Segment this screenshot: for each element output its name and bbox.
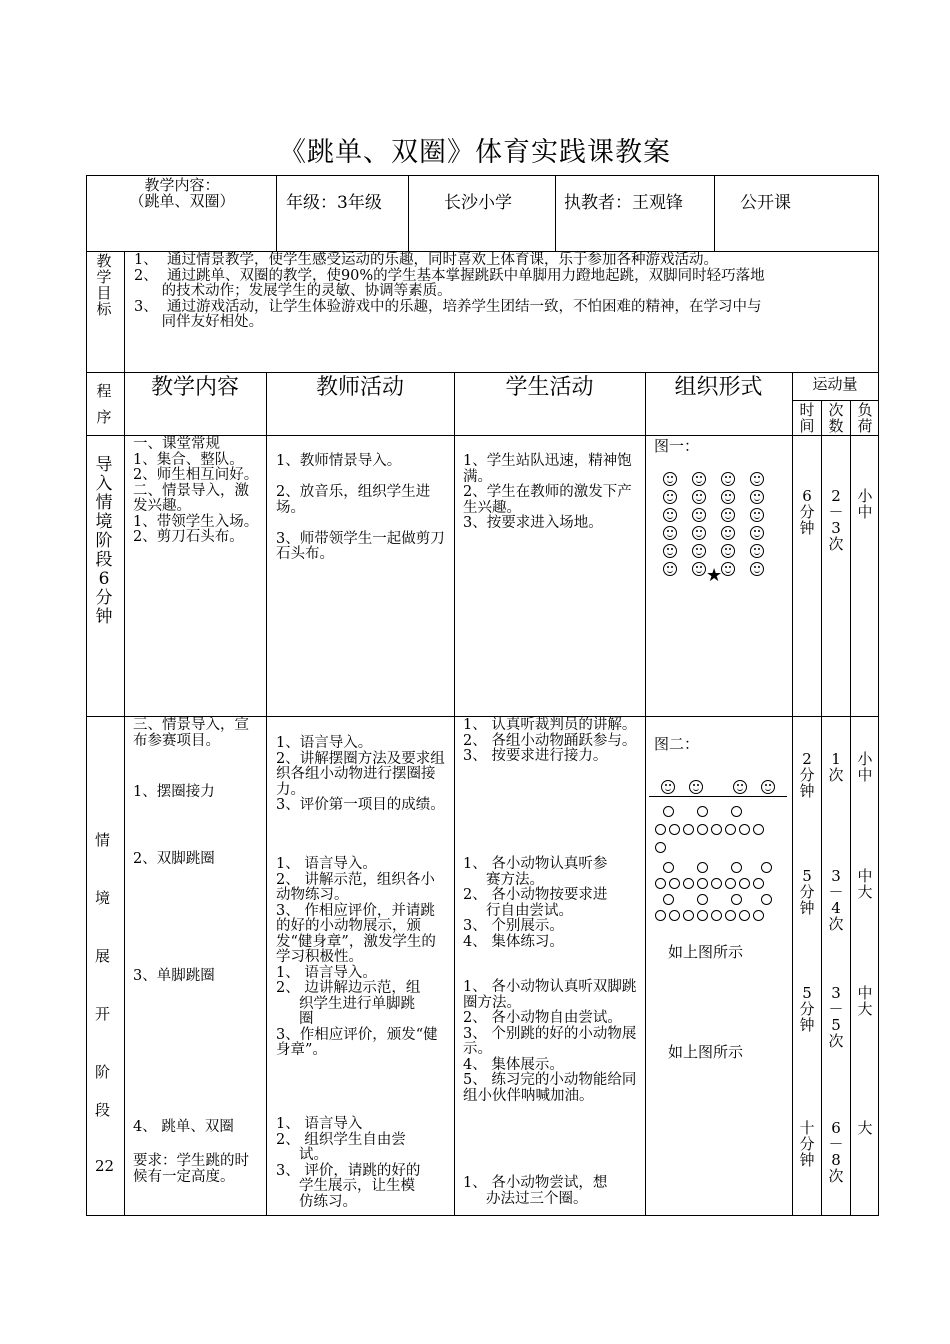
content-2-item2: 2、双脚跳圈 xyxy=(133,851,215,867)
smiley-face-icon xyxy=(692,472,706,486)
hoop-icon xyxy=(697,910,708,921)
hoop-icon xyxy=(697,824,708,835)
hoop-icon xyxy=(739,910,750,921)
teacher-2-part3: 1、 语言导入 2、 组织学生自由尝 试。 3、 评价，请跳的好的 学生展示，让生模 仿练习。 xyxy=(276,1116,421,1210)
smiley-face-icon xyxy=(692,562,706,576)
col-intensity: 负荷 xyxy=(857,401,873,435)
hoop-icon xyxy=(655,910,666,921)
smiley-face-icon xyxy=(750,490,764,504)
goal-item: 3、 通过游戏活动，让学生体验游戏中的乐趣，培养学生团结一致，不怕困难的精神，在学习中与 同伴友好相处。 xyxy=(134,298,762,330)
hoop-icon xyxy=(655,824,666,835)
smiley-face-icon xyxy=(721,544,735,558)
smiley-face-icon xyxy=(663,490,677,504)
content-label: 教学内容： xyxy=(144,176,220,194)
time-4-row: 5分钟 xyxy=(799,984,815,1034)
count-4-row: 3－5次 xyxy=(828,984,844,1050)
smiley-face-icon xyxy=(750,544,764,558)
hoop-icon xyxy=(655,842,666,853)
hoop-icon xyxy=(753,910,764,921)
col-procedure: 程序 xyxy=(96,382,112,426)
hoop-icon xyxy=(753,878,764,889)
grade: 年级：3年级 xyxy=(286,193,382,213)
time-5-row: 十分钟 xyxy=(799,1119,815,1169)
col-teacher: 教师活动 xyxy=(315,375,404,400)
smiley-face-icon xyxy=(692,490,706,504)
smiley-face-icon xyxy=(750,562,764,576)
smiley-face-icon xyxy=(663,562,677,576)
smiley-face-icon xyxy=(721,562,735,576)
page-title: 《跳单、双圈》体育实践课教案 xyxy=(279,137,671,168)
hoop-icon xyxy=(697,878,708,889)
hoop-icon xyxy=(739,824,750,835)
hoop-icon xyxy=(725,910,736,921)
lesson-type: 公开课 xyxy=(740,193,791,213)
smiley-face-icon xyxy=(721,526,735,540)
count-5-row: 6－8次 xyxy=(828,1119,844,1185)
hoop-icon xyxy=(663,806,674,817)
col-content: 教学内容 xyxy=(150,375,239,400)
smiley-face-icon xyxy=(750,508,764,522)
time-2-row: 2分钟 xyxy=(799,750,815,800)
content-1: 一、课堂常规 1、集合、整队。 2、师生相互问好。 二、情景导入，激发兴趣。 1、带领学生入场。 2、剪刀石头布。 xyxy=(133,436,259,545)
hoop-icon xyxy=(725,824,736,835)
hoop-icon xyxy=(761,894,772,905)
smiley-face-icon xyxy=(721,472,735,486)
smiley-face-icon xyxy=(692,526,706,540)
hoop-icon xyxy=(683,824,694,835)
student-1: 1、学生站队迅速，精神饱满。 2、学生在教师的激发下产生兴趣。 3、按要求进入场地。 xyxy=(463,453,632,531)
stage-2-char: 阶 xyxy=(95,1063,111,1081)
teacher-name: 执教者：王观锋 xyxy=(564,193,683,213)
count-3-row: 3－4次 xyxy=(828,867,844,933)
figure-2-label: 图二： xyxy=(654,735,700,753)
stage-1: 导入情境阶段6分钟 xyxy=(95,455,113,627)
smiley-face-icon xyxy=(663,472,677,486)
content-2-item1: 1、摆圈接力 xyxy=(133,784,215,800)
col-student: 学生活动 xyxy=(505,375,594,400)
stage-2-minutes: 22 xyxy=(95,1157,115,1175)
smiley-face-icon xyxy=(663,526,677,540)
content-2-requirement: 要求：学生跳的时候有一定高度。 xyxy=(133,1153,249,1185)
school: 长沙小学 xyxy=(444,193,512,213)
intensity-1: 小中 xyxy=(857,487,873,521)
col-time: 时间 xyxy=(799,401,815,435)
smiley-face-icon xyxy=(692,544,706,558)
smiley-face-icon xyxy=(689,780,703,794)
star-icon: ★ xyxy=(706,565,723,586)
count-2-row: 1次 xyxy=(828,750,844,784)
hoop-icon xyxy=(669,910,680,921)
hoop-icon xyxy=(697,806,708,817)
hoop-icon xyxy=(731,862,742,873)
goal-item: 1、 通过情景教学，使学生感受运动的乐趣，同时喜欢上体育课，乐于参加各种游戏活动。 xyxy=(134,252,718,268)
intensity-4-row: 中大 xyxy=(857,984,873,1018)
goals-label: 教学目标 xyxy=(96,252,112,318)
student-2-part4: 1、 各小动物尝试，想 办法过三个圈。 xyxy=(463,1175,608,1207)
time-1: 6分钟 xyxy=(799,487,815,537)
stage-2-char: 境 xyxy=(95,889,111,907)
smiley-face-icon xyxy=(750,472,764,486)
content-2-intro: 三、情景导入，宣布参赛项目。 xyxy=(133,717,249,749)
hoop-icon xyxy=(731,806,742,817)
hoop-icon xyxy=(697,862,708,873)
hoop-icon xyxy=(761,862,772,873)
student-2-part1: 1、 认真听裁判员的讲解。 2、 各组小动物踊跃参与。 3、 按要求进行接力。 xyxy=(463,717,637,764)
content-2-item3: 3、单脚跳圈 xyxy=(133,968,215,984)
smiley-face-icon xyxy=(761,780,775,794)
smiley-face-icon xyxy=(733,780,747,794)
hoop-icon xyxy=(753,824,764,835)
time-3-row: 5分钟 xyxy=(799,867,815,917)
smiley-face-icon xyxy=(721,508,735,522)
hoop-icon xyxy=(725,878,736,889)
stage-2-char: 情 xyxy=(95,831,111,849)
col-load: 运动量 xyxy=(812,375,858,393)
content-2-item4: 4、 跳单、双圈 xyxy=(133,1119,234,1135)
see-above-1: 如上图所示 xyxy=(668,943,744,961)
goals-list xyxy=(134,253,874,331)
hoop-icon xyxy=(669,878,680,889)
smiley-face-icon xyxy=(661,780,675,794)
hoop-icon xyxy=(663,894,674,905)
content-value: （跳单、双圈） xyxy=(129,192,235,210)
hoop-icon xyxy=(711,878,722,889)
intensity-5-row: 大 xyxy=(857,1119,873,1137)
hoop-icon xyxy=(683,910,694,921)
student-2-part2: 1、 各小动物认真听参 赛方法。 2、 各小动物按要求进 行自由尝试。 3、 个别展示。 4、 集体练习。 xyxy=(463,856,608,950)
count-1: 2－3次 xyxy=(828,487,844,553)
stage-2-char: 展 xyxy=(95,947,111,965)
hoop-icon xyxy=(697,894,708,905)
hoop-icon xyxy=(731,894,742,905)
col-organization: 组织形式 xyxy=(674,375,763,400)
intensity-3-row: 中大 xyxy=(857,867,873,901)
hoop-icon xyxy=(711,824,722,835)
formation-figure-2 xyxy=(645,770,792,930)
hoop-icon xyxy=(663,862,674,873)
see-above-2: 如上图所示 xyxy=(668,1043,744,1061)
intensity-2-row: 小中 xyxy=(857,750,873,784)
stage-2-char: 开 xyxy=(95,1005,111,1023)
teacher-2-part2: 1、 语言导入。 2、 讲解示范，组织各小动物练习。 3、 作相应评价，并请跳的好的小动物展示，颁发“健身章”，激发学生的学习积极性。 1、 语言导入。 2、 边讲解边示范，组 织学生进行单脚跳 圈 3、作相应评价，颁发“健身章”。 xyxy=(276,856,438,1058)
stage-2-char: 段 xyxy=(95,1101,111,1119)
start-line xyxy=(649,796,787,797)
col-count: 次数 xyxy=(828,401,844,435)
goal-item: 2、 通过跳单、双圈的教学，使90%的学生基本掌握跳跃中单脚用力蹬地起跳，双脚同时轻巧落地 的技术动作；发展学生的灵敏、协调等素质。 xyxy=(134,267,765,299)
hoop-icon xyxy=(739,878,750,889)
smiley-face-icon xyxy=(663,544,677,558)
student-2-part3: 1、 各小动物认真听双脚跳圈方法。 2、 各小动物自由尝试。 3、 个别跳的好的小动物展示。 4、 集体展示。 5、 练习完的小动物能给同组小伙伴呐喊加油。 xyxy=(463,979,637,1104)
hoop-icon xyxy=(669,824,680,835)
smiley-face-icon xyxy=(663,508,677,522)
teacher-2-part1: 1、语言导入。 2、讲解摆圈方法及要求组织各组小动物进行摆圈接力。 3、评价第一项目的成绩。 xyxy=(276,735,445,813)
hoop-icon xyxy=(711,910,722,921)
teacher-1: 1、教师情景导入。 2、放音乐，组织学生进场。 3、师带领学生一起做剪刀石头布。 xyxy=(276,453,445,562)
smiley-face-icon xyxy=(750,526,764,540)
smiley-face-icon xyxy=(721,490,735,504)
figure-1-label: 图一： xyxy=(654,437,700,455)
hoop-icon xyxy=(683,878,694,889)
hoop-icon xyxy=(655,878,666,889)
smiley-face-icon xyxy=(692,508,706,522)
